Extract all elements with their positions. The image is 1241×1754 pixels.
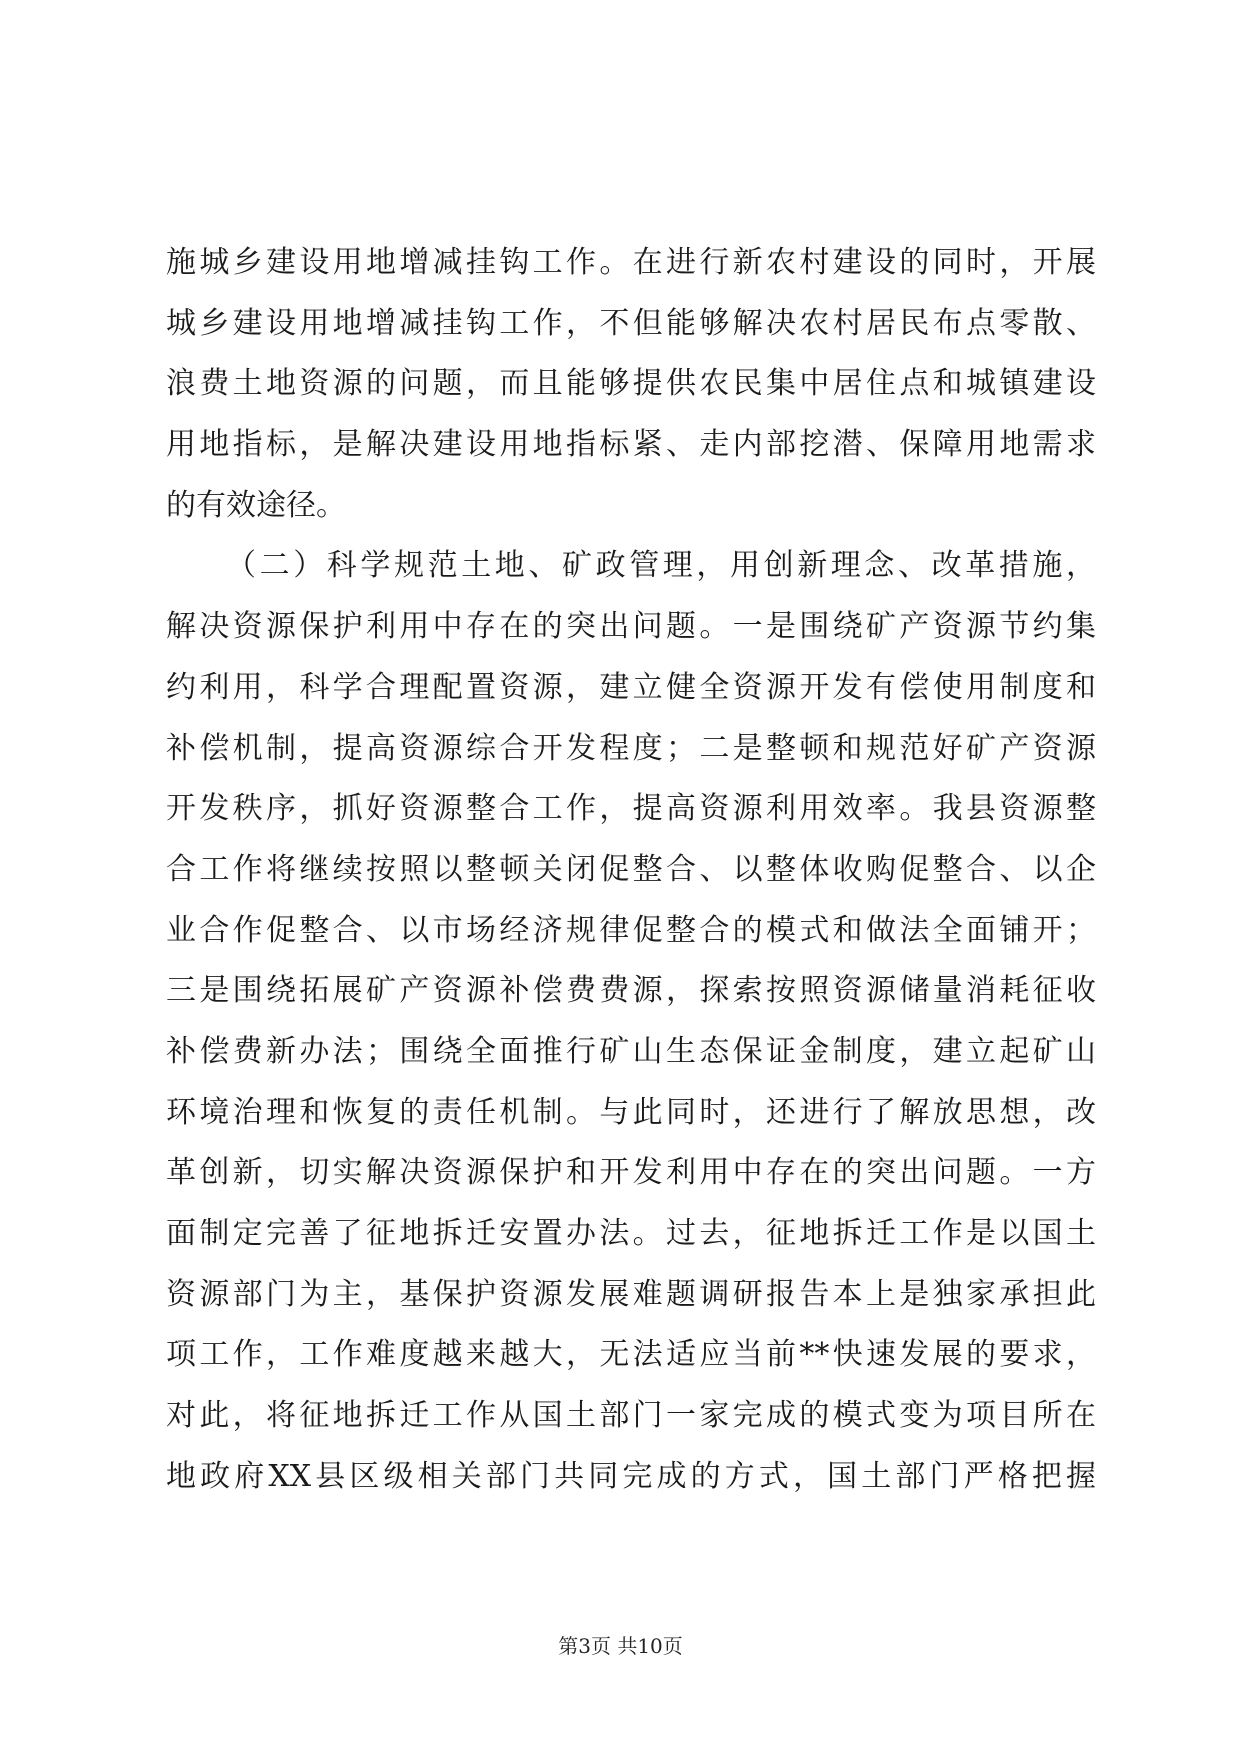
text-line: 地政府XX县区级相关部门共同完成的方式，国土部门严格把握 [166,1458,1096,1494]
text-line: 浪费土地资源的问题，而且能够提供农民集中居住点和城镇建设 [166,366,1096,402]
text-line: 面制定完善了征地拆迁安置办法。过去，征地拆迁工作是以国土 [166,1216,1096,1251]
text-line: 资源部门为主，基保护资源发展难题调研报告本上是独家承担此 [166,1276,1096,1312]
text-line: 开发秩序，抓好资源整合工作，提高资源利用效率。我县资源整 [166,791,1096,827]
text-line: 三是围绕拓展矿产资源补偿费费源，探索按照资源储量消耗征收 [166,973,1096,1009]
text-line: 城乡建设用地增减挂钩工作，不但能够解决农村居民布点零散、 [166,305,1096,341]
text-line: 施城乡建设用地增减挂钩工作。在进行新农村建设的同时，开展 [166,245,1096,280]
text-line: 环境治理和恢复的责任机制。与此同时，还进行了解放思想，改 [166,1094,1096,1130]
section-heading-line: （二）科学规范土地、矿政管理，用创新理念、改革措施， [226,548,1096,584]
text-line: 的有效途径。 [166,487,346,523]
text-line: 用地指标，是解决建设用地指标紧、走内部挖潜、保障用地需求 [166,427,1096,463]
text-line: 解决资源保护利用中存在的突出问题。一是围绕矿产资源节约集 [166,609,1096,645]
text-line: 业合作促整合、以市场经济规律促整合的模式和做法全面铺开； [166,912,1096,948]
text-line: 约利用，科学合理配置资源，建立健全资源开发有偿使用制度和 [166,669,1096,705]
body-text [166,233,1096,1507]
text-line: 合工作将继续按照以整顿关闭促整合、以整体收购促整合、以企 [166,851,1096,887]
text-line: 补偿费新办法；围绕全面推行矿山生态保证金制度，建立起矿山 [166,1033,1096,1069]
text-line: 对此，将征地拆迁工作从国土部门一家完成的模式变为项目所在 [166,1398,1096,1434]
text-line: 项工作，工作难度越来越大，无法适应当前**快速发展的要求， [166,1337,1096,1373]
text-line: 补偿机制，提高资源综合开发程度；二是整顿和规范好矿产资源 [166,730,1096,766]
text-line: 革创新，切实解决资源保护和开发利用中存在的突出问题。一方 [166,1155,1096,1191]
page-number-footer: 第3页 共10页 [558,1634,683,1658]
